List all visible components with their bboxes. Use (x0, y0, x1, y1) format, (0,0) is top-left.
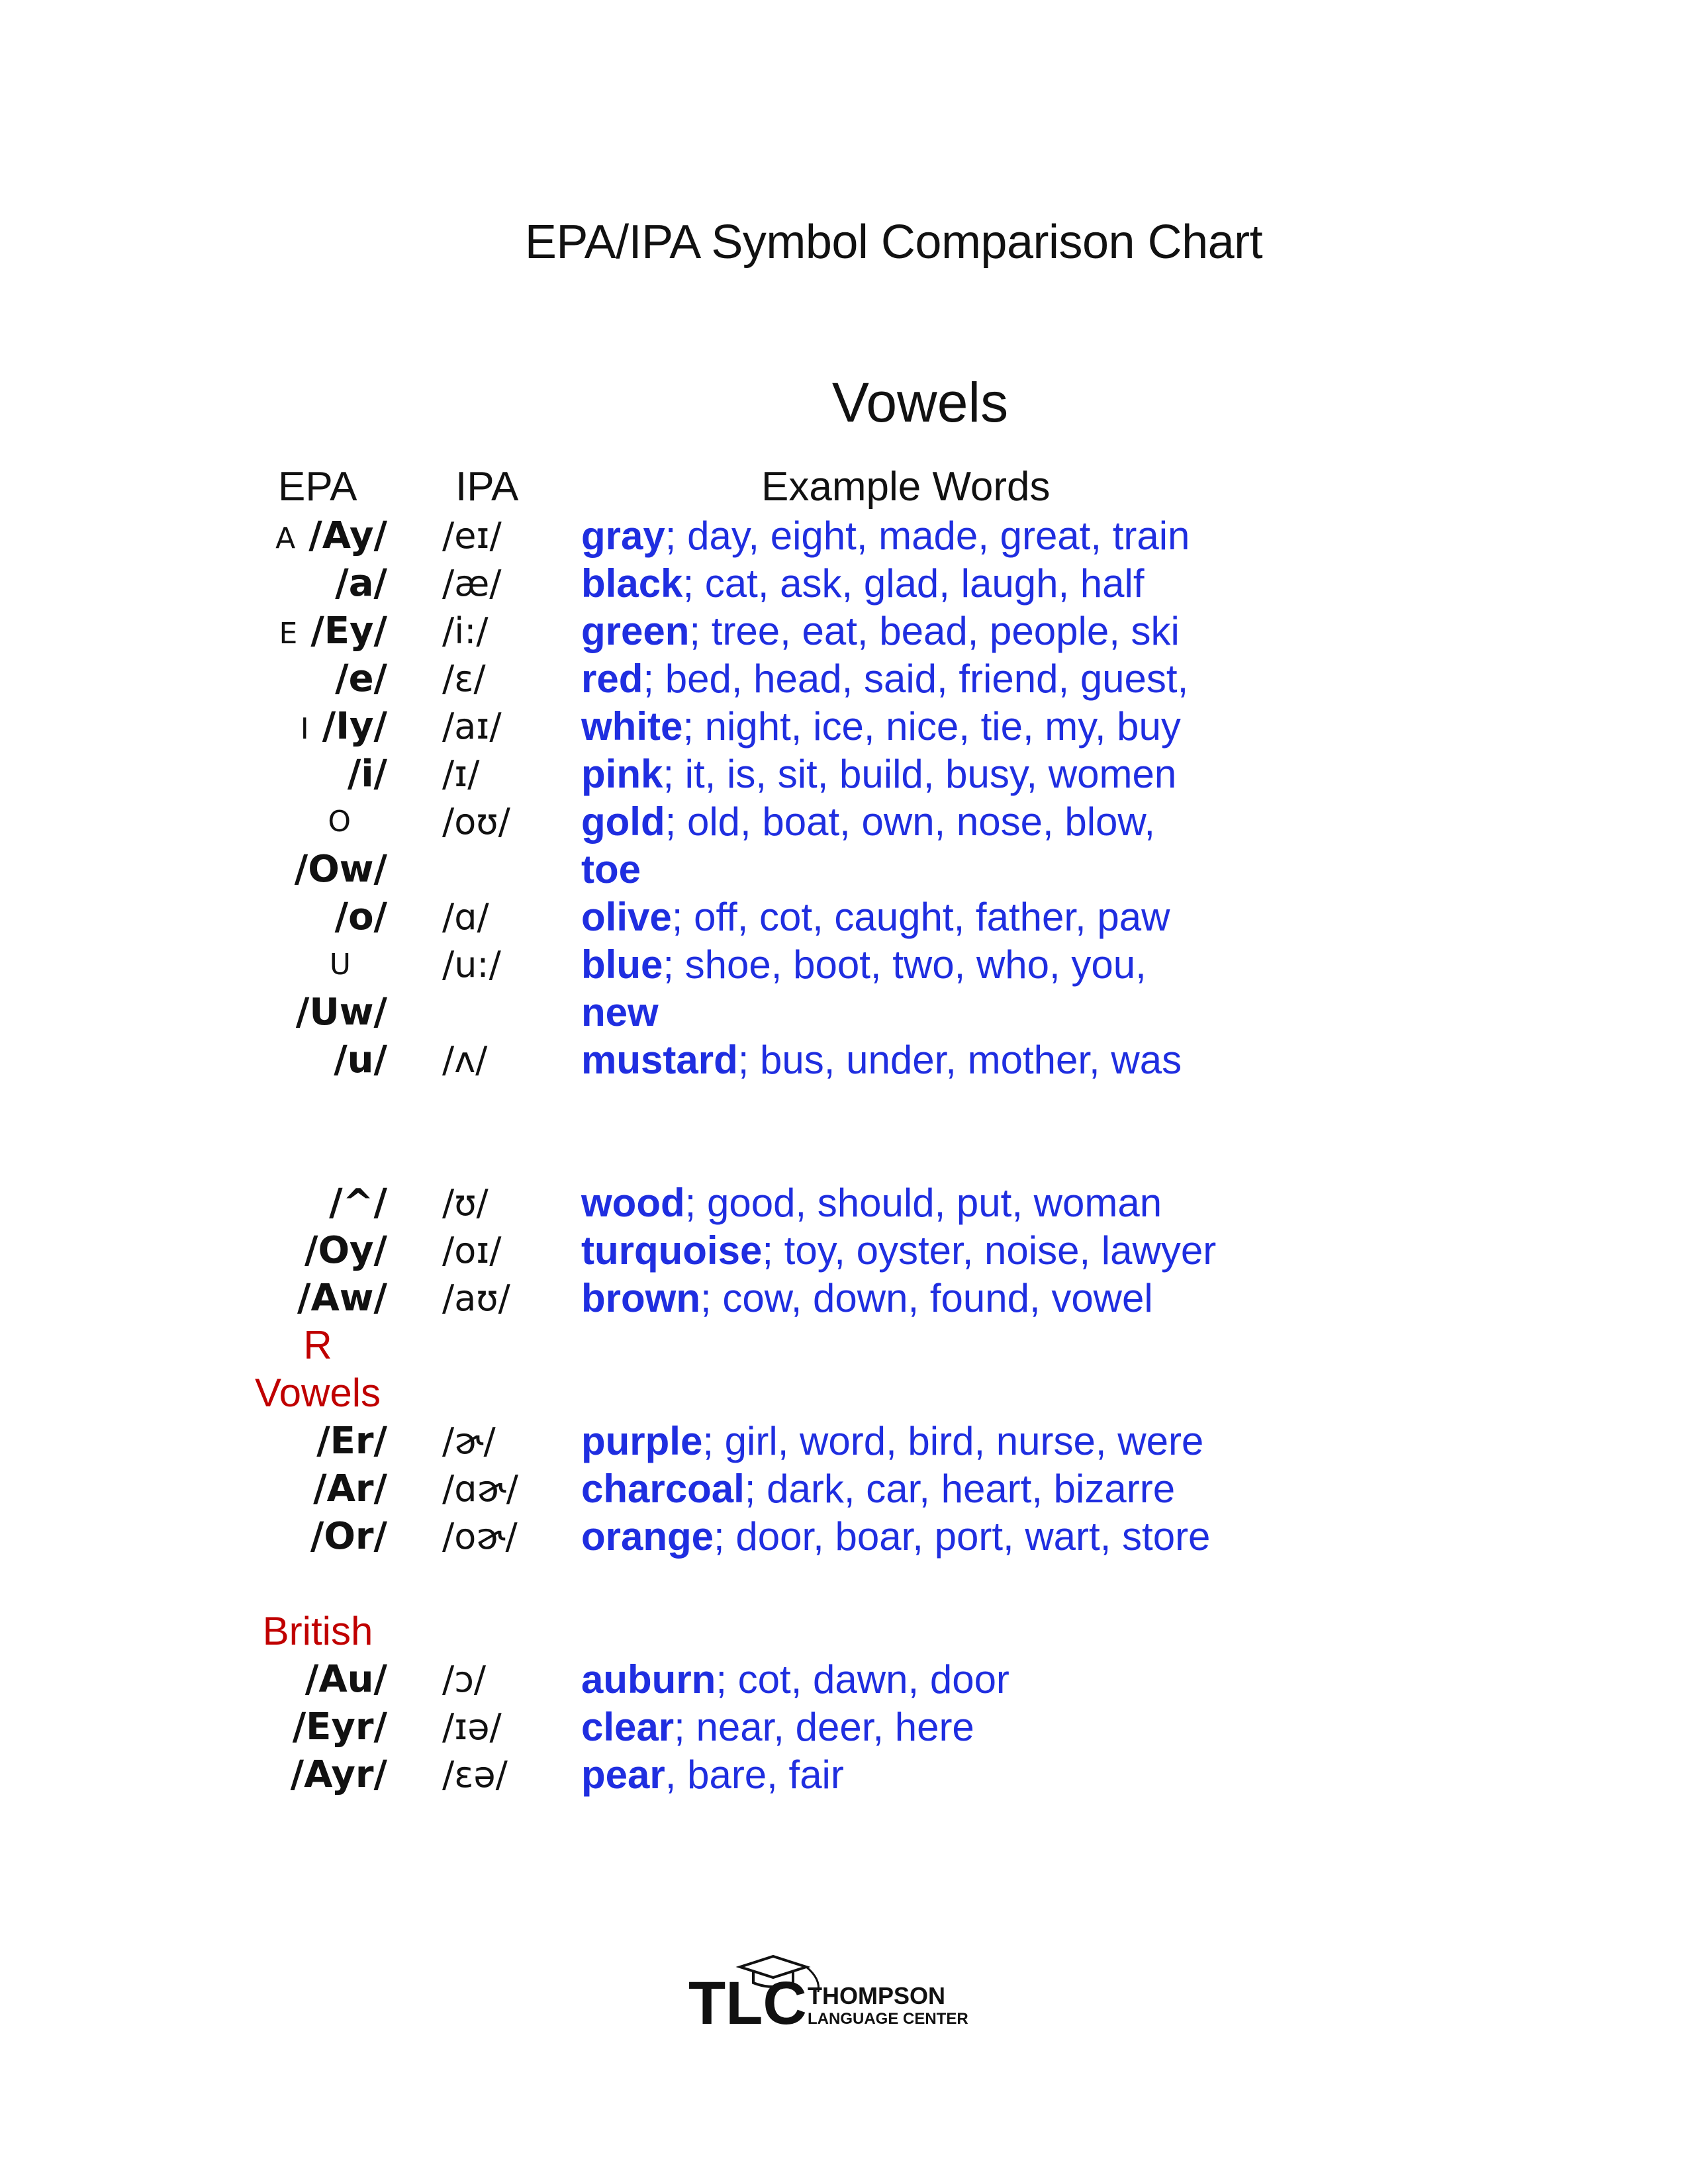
letter-prefix: E (279, 617, 298, 651)
keyword: white (581, 704, 683, 749)
example-words (581, 560, 1145, 608)
example-list: ; off, cot, caught, father, paw (671, 895, 1170, 939)
example-words (581, 1465, 1175, 1513)
ipa-symbol: /oʊ/ (442, 801, 510, 842)
epa-symbol (279, 608, 387, 658)
epa-symbol: /e/ (335, 657, 387, 700)
keyword: clear (581, 1705, 675, 1749)
example-list: ; cat, ask, glad, laugh, half (682, 561, 1145, 606)
keyword: pink (581, 752, 663, 796)
ipa-symbol: /aʊ/ (442, 1277, 510, 1319)
vowel-row (0, 608, 1688, 655)
logo-name-line2: LANGUAGE CENTER (808, 2010, 968, 2028)
epa-symbol: /u/ (334, 1038, 387, 1081)
epa-symbol: /o/ (334, 895, 387, 938)
epa-symbol-text: /Iy/ (322, 705, 387, 748)
vowel-row (0, 1227, 1688, 1275)
epa-symbol: /Aw/ (297, 1277, 387, 1320)
epa-symbol: /i/ (347, 752, 387, 796)
keyword: black (581, 561, 683, 606)
epa-symbol-text: /Ey/ (310, 610, 387, 653)
example-words (581, 512, 1190, 560)
example-list: ; shoe, boot, two, who, you, (663, 942, 1147, 987)
example-continuation: new (581, 990, 659, 1034)
ipa-symbol: /oɚ/ (442, 1516, 518, 1557)
example-words (581, 1704, 974, 1751)
ipa-symbol: /ɛ/ (442, 658, 486, 700)
letter-prefix: U (329, 948, 351, 981)
example-words (581, 1513, 1210, 1561)
category-label-british: British (262, 1609, 373, 1653)
letter-prefix: O (328, 805, 351, 839)
epa-symbol (275, 512, 387, 563)
section-title-vowels: Vowels (831, 371, 1009, 433)
epa-symbol: /Eyr/ (292, 1706, 387, 1749)
example-words (581, 1656, 1009, 1704)
example-list: ; cow, down, found, vowel (700, 1276, 1153, 1320)
example-list: ; door, boar, port, wart, store (714, 1514, 1211, 1559)
epa-symbol-text: /Ay/ (308, 514, 387, 557)
vowel-row (0, 1656, 1688, 1704)
ipa-symbol: /eɪ/ (442, 515, 502, 557)
logo-mark: TLC (688, 1970, 807, 2032)
ipa-symbol: /u:/ (442, 944, 501, 985)
ipa-symbol: /ɪə/ (442, 1706, 502, 1748)
logo-name-line1: THOMPSON (808, 1982, 946, 2009)
epa-symbol: /a/ (335, 562, 387, 605)
example-words (581, 751, 1176, 798)
example-list: ; good, should, put, woman (684, 1181, 1162, 1225)
ipa-symbol: /ɑ/ (442, 896, 489, 938)
column-header-epa: EPA (278, 464, 357, 510)
example-list: ; tree, eat, bead, people, ski (689, 609, 1180, 653)
example-words (581, 1275, 1153, 1322)
example-list: ; dark, car, heart, bizarre (744, 1467, 1176, 1511)
ipa-symbol: /ɑɚ/ (442, 1468, 518, 1510)
example-words (581, 798, 1155, 846)
ipa-symbol: /ʌ/ (442, 1039, 488, 1081)
ipa-symbol: /ɛə/ (442, 1754, 508, 1796)
epa-symbol: /Ayr/ (290, 1753, 387, 1796)
ipa-symbol: /aɪ/ (442, 705, 502, 747)
example-list: ; bus, under, mother, was (737, 1038, 1182, 1082)
category-label-vowels: Vowels (254, 1371, 381, 1415)
example-list: ; girl, word, bird, nurse, were (702, 1419, 1204, 1463)
example-list: ; bed, head, said, friend, guest, (643, 657, 1189, 701)
vowel-row (0, 1418, 1688, 1465)
example-continuation: toe (581, 847, 641, 891)
vowel-row (0, 1704, 1688, 1751)
epa-symbol: /Uw/ (295, 991, 387, 1034)
example-words (581, 1227, 1216, 1275)
ipa-symbol: /ɔ/ (442, 1659, 487, 1700)
example-list: ; cot, dawn, door (716, 1657, 1009, 1702)
epa-symbol: /Ar/ (313, 1467, 387, 1510)
example-list: ; day, eight, made, great, train (665, 514, 1190, 558)
vowel-row (0, 703, 1688, 751)
vowel-row (0, 893, 1688, 941)
tlc-logo (688, 1952, 993, 2032)
page-title: EPA/IPA Symbol Comparison Chart (524, 216, 1263, 269)
keyword: mustard (581, 1038, 738, 1082)
example-words (581, 1036, 1182, 1084)
vowel-row (0, 1179, 1688, 1227)
epa-symbol: /Er/ (316, 1420, 387, 1463)
epa-symbol: /^/ (329, 1181, 387, 1224)
vowel-row (0, 751, 1688, 798)
keyword: wood (581, 1181, 685, 1225)
example-words (581, 941, 1147, 989)
keyword: pear (581, 1752, 665, 1797)
vowel-row (0, 1751, 1688, 1799)
ipa-symbol: /ɚ/ (442, 1420, 496, 1462)
ipa-symbol: /i:/ (442, 610, 489, 652)
ipa-symbol: /ʊ/ (442, 1182, 489, 1224)
column-header-ipa: IPA (455, 464, 519, 510)
letter-prefix: A (275, 522, 296, 555)
ipa-symbol: /ɪ/ (442, 753, 480, 795)
example-list: ; night, ice, nice, tie, my, buy (682, 704, 1181, 749)
keyword: gold (581, 799, 665, 844)
keyword: green (581, 609, 690, 653)
keyword: blue (581, 942, 663, 987)
vowel-row (0, 655, 1688, 703)
vowel-row (0, 512, 1688, 560)
example-words (581, 893, 1170, 941)
vowel-row (0, 1036, 1688, 1084)
ipa-symbol: /æ/ (442, 563, 502, 604)
keyword: charcoal (581, 1467, 745, 1511)
vowel-row (0, 1465, 1688, 1513)
keyword: brown (581, 1276, 700, 1320)
vowel-row (0, 560, 1688, 608)
epa-symbol: /Ow/ (294, 848, 387, 891)
example-words (581, 1418, 1203, 1465)
column-header-examples: Example Words (761, 464, 1051, 510)
keyword: gray (581, 514, 665, 558)
category-label-r: R (303, 1323, 332, 1367)
epa-symbol: /Au/ (305, 1658, 387, 1701)
example-words (581, 703, 1181, 751)
vowel-row (0, 1275, 1688, 1322)
vowel-row (0, 1513, 1688, 1561)
example-list: ; toy, oyster, noise, lawyer (762, 1228, 1217, 1273)
example-words (581, 655, 1188, 703)
epa-symbol: /Oy/ (304, 1229, 387, 1272)
ipa-symbol: /oɪ/ (442, 1230, 502, 1271)
keyword: orange (581, 1514, 714, 1559)
example-list: , bare, fair (665, 1752, 844, 1797)
example-list: ; old, boat, own, nose, blow, (665, 799, 1156, 844)
keyword: auburn (581, 1657, 716, 1702)
example-list: ; near, deer, here (674, 1705, 974, 1749)
example-list: ; it, is, sit, build, busy, women (663, 752, 1177, 796)
vowel-row (0, 941, 1688, 1036)
example-words (581, 1751, 844, 1799)
keyword: turquoise (581, 1228, 763, 1273)
keyword: olive (581, 895, 672, 939)
epa-symbol: /Or/ (310, 1515, 387, 1558)
epa-symbol (301, 703, 387, 753)
letter-prefix: I (300, 712, 309, 746)
vowel-row (0, 798, 1688, 893)
keyword: purple (581, 1419, 703, 1463)
example-words (581, 1179, 1162, 1227)
keyword: red (581, 657, 643, 701)
example-words (581, 608, 1180, 655)
